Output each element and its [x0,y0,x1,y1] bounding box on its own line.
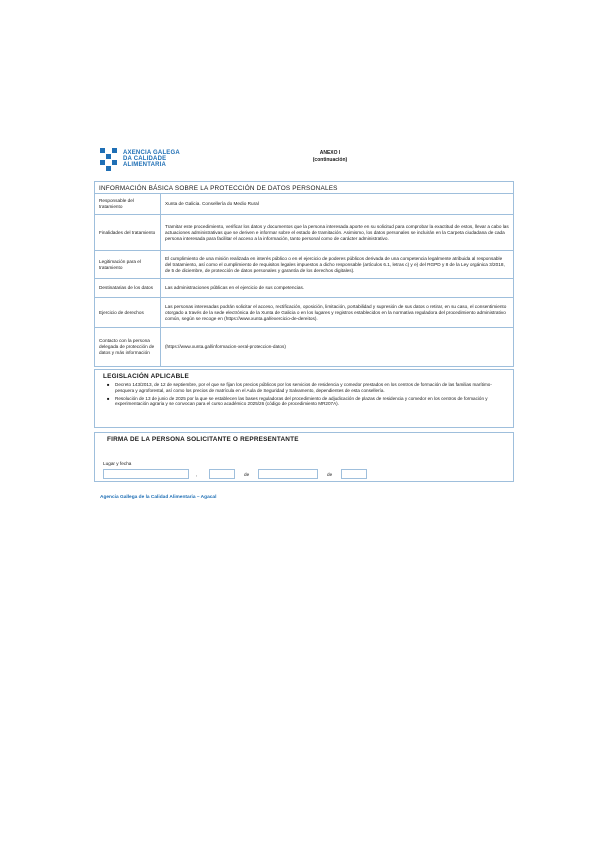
legislation-title: LEGISLACIÓN APLICABLE [103,373,189,380]
logo-line-1: AXENCIA GALEGA [123,149,180,156]
row-label: Destinatarias de los datos [95,279,161,297]
table-row [95,194,513,215]
signature-section [94,432,514,482]
bullet-icon: ■ [107,395,110,401]
row-value: Tramitar este procedimiento, verificar los datos y documentos que la persona interesada aporte en su solicitud para comprobar la exactitud de estos, llevar a cabo las actuaciones administrativas que se deriven e informar sobre el estado de tramitación. Asimismo, los datos personales se incluirán en la Carpeta ciudadana de cada persona interesada para facilitar el acceso a la información, tanto personal como de carácter administrativo. [165,223,509,241]
annex-header [300,150,360,163]
annex-subtitle: (continuación) [312,156,348,163]
annex-title: ANEXO I [319,150,341,156]
row-label: Ejercicio de derechos [95,298,161,327]
logo-line-2: DA CALIDADE [123,155,167,162]
row-label: Finalidades del tratamiento [95,215,161,250]
row-value: Las administraciones públicas en el ejercicio de sus competencias. [165,285,305,290]
list-item [103,382,505,394]
list-item [103,396,505,408]
row-label: Contacto con la persona delegada de protección de datos y más información [95,328,161,366]
logo-text [123,150,180,169]
legislation-text: Decreto 143/2013, de 12 de septiembre, por el que se fijan los precios públicos por los servicios de residencia y comedor prestados en los centros de formación de las familias marítimo-pesquera y agroforestal, así como los precios de matrícula en el Aula de Seguridad y Salvamento, dependientes de esta consellería. [115,382,492,393]
month-input[interactable] [258,469,318,479]
day-input[interactable] [209,469,235,479]
signature-title: FIRMA DE LA PERSONA SOLICITANTE O REPRESENTANTE [107,436,299,443]
row-label: Legitimación para el tratamiento [95,251,161,278]
row-value: Las personas interesadas podrán solicitar el acceso, rectificación, oposición, limitación, portabilidad y supresión de sus datos o retirar, en su caso, el consentimiento otorgado a través de la sede electrónica de la Xunta de Galicia o en los lugares y registros establecidos en la normativa reguladora del procedimiento administrativo común, según se recoge en (https://www.xunta.gal/exercicio-de-dereitos). [165,303,507,321]
place-date-label: Lugar y fecha [103,461,132,466]
logo-line-3: ALIMENTARIA [123,162,167,169]
place-input[interactable] [103,469,189,479]
comma-separator: , [196,472,198,477]
row-label: Responsable del tratamiento [95,194,161,214]
bullet-icon: ■ [107,382,110,387]
agacal-logo-icon [100,148,117,170]
data-protection-title: INFORMACIÓN BÁSICA SOBRE LA PROTECCIÓN DE DATOS PERSONALES [95,182,513,194]
table-row [95,279,513,298]
de-separator: de [244,472,250,477]
legislation-section [94,369,514,428]
de-separator: de [327,472,333,477]
year-input[interactable] [341,469,367,479]
row-value: Xunta de Galicia. Consellería do Medio Rural [165,201,259,206]
table-row [95,328,513,366]
table-row [95,298,513,328]
legislation-text: Resolución de 13 de junio de 2025 por la que se establecen las bases reguladoras del procedimiento de adjudicación de plazas de residencia y comedor en los centros de formación y experimentación agraria y se convocan para el curso académico 2025/26 (código de procedimiento MR207A). [115,395,488,407]
agency-logo [100,148,180,170]
row-value: El cumplimiento de una misión realizada en interés público o en el ejercicio de poderes públicos derivada de una competencia legalmente atribuida al responsable del tratamiento, así como el cumplimiento de requisitos legales impuestos a dicho responsable (artículos 6.1, letras c) y e) del RGPD y 8 de la Ley orgánica 3/2018, de 5 de diciembre, de protección de datos personales y garantía de los derechos digitales). [165,255,505,273]
data-protection-table [94,181,514,367]
row-value: (https://www.xunta.gal/informacion-xeral-proteccion-datos) [165,344,286,349]
footer-agency-name: Agencia Gallega de la Calidad Alimentaria – Agacal [100,495,217,500]
table-row [95,251,513,279]
table-row [95,215,513,251]
